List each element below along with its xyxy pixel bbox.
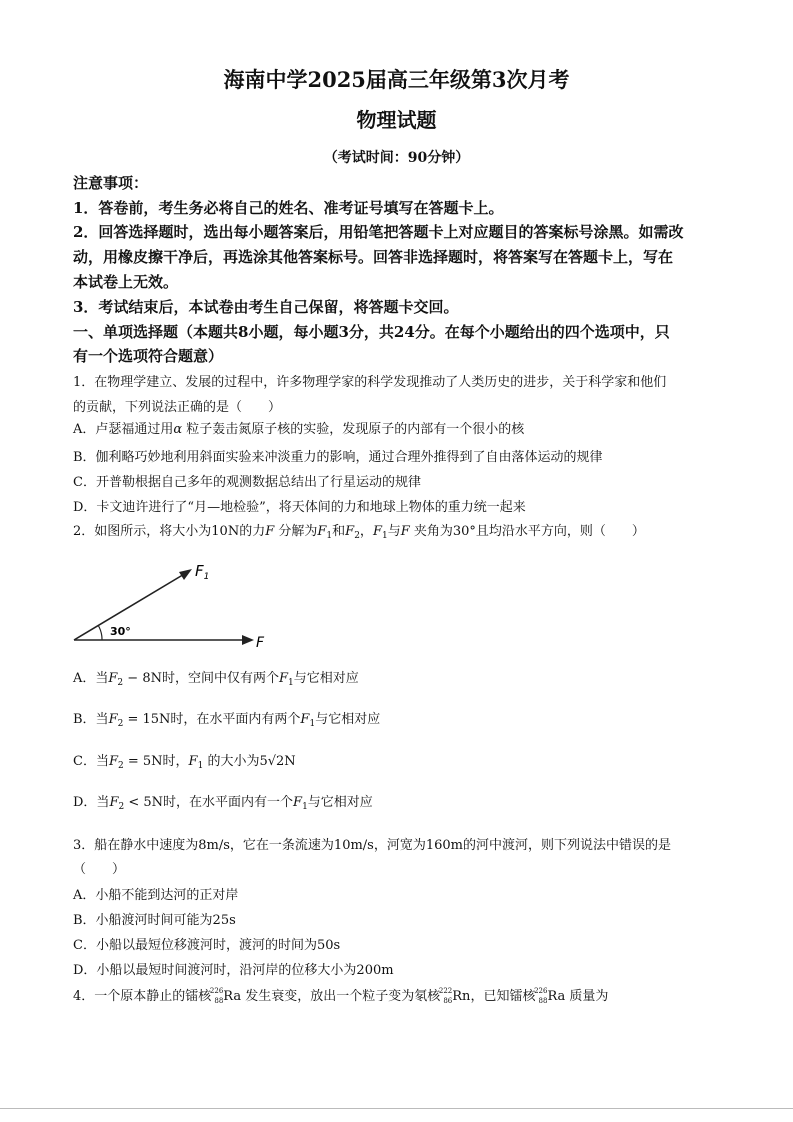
notice-item-2-line-1: 2．回答选择题时，选出每小题答案后，用铅笔把答题卡上对应题目的答案标号涂黑。如需改	[73, 223, 684, 241]
q2-option-a: A．当$F_2 - 8N$时，空间中仅有两个$F_1$与它相对应	[73, 671, 359, 688]
q2-stem: 2．如图所示，将大小为10N的力F 分解为$F_1$和$F_2$，$F_1$与F 夹角为30°且均沿水平方向，则（ ）	[73, 524, 645, 541]
section-1-line-2: 有一个选项符合题意）	[73, 347, 224, 365]
notice-item-1: 1．答卷前，考生务必将自己的姓名、准考证号填写在答题卡上。	[73, 199, 504, 217]
f-label: F	[256, 635, 265, 651]
q2-option-c: C．当$F_2 = 5N$时，$F_1$ 的大小为5√2N	[73, 754, 296, 771]
q1-option-d: D．卡文迪许进行了“月—地检验”，将天体间的力和地球上物体的重力统一起来	[73, 500, 526, 515]
angle-arc	[98, 625, 102, 640]
angle-label: 30°	[110, 625, 131, 638]
subject-title: 物理试题	[356, 108, 437, 132]
notice-item-2-line-3: 本试卷上无效。	[73, 273, 179, 291]
q3-stem-line-2: （ ）	[73, 862, 126, 877]
notice-item-2-line-2: 动，用橡皮擦干净后，再选涂其他答案标号。回答非选择题时，将答案写在答题卡上，写在	[73, 248, 674, 266]
ra-isotope-numbers-2: 226 88	[534, 986, 548, 1005]
q3-option-d: D．小船以最短时间渡河时，沿河岸的位移大小为200m	[73, 963, 394, 978]
q1-stem-line-1: 1．在物理学建立、发展的过程中，许多物理学家的科学发现推动了人类历史的进步，关于科学家和他们	[73, 375, 667, 390]
q1-option-a: A．卢瑟福通过用α 粒子轰击氮原子核的实验，发现原子的内部有一个很小的核	[73, 422, 525, 437]
q3-option-a: A．小船不能到达河的正对岸	[73, 888, 239, 903]
q3-stem-line-1: 3．船在静水中速度为8m/s，它在一条流速为10m/s，河宽为160m的河中渡河，则下列说法中错误的是	[73, 838, 671, 853]
force-decomposition-figure	[68, 558, 278, 653]
f1-arrowhead	[179, 569, 192, 580]
ra-isotope-numbers: 226 88	[209, 986, 224, 1005]
alpha-symbol: α	[173, 422, 183, 437]
notice-heading: 注意事项：	[73, 174, 149, 192]
q1-option-c: C．开普勒根据自己多年的观测数据总结出了行星运动的规律	[73, 475, 421, 490]
q1-option-b: B．伽利略巧妙地利用斜面实验来冲淡重力的影响，通过合理外推得到了自由落体运动的规律	[73, 450, 603, 465]
exam-title: 海南中学2025届高三年级第3次月考	[223, 67, 570, 92]
sqrt-value: 5√2N	[259, 754, 296, 769]
footer-divider	[0, 1108, 793, 1109]
notice-item-3: 3．考试结束后，本试卷由考生自己保留，将答题卡交回。	[73, 298, 459, 316]
q2-option-d: D．当$F_2 < 5N$时，在水平面内有一个$F_1$与它相对应	[73, 795, 373, 812]
q4-stem: 4．一个原本静止的镭核 226 88 Ra 发生衰变，放出一个粒子变为氡核 222 86 Rn，已知镭核 226 88 Ra 质量为	[73, 986, 609, 1005]
f-arrowhead	[242, 635, 254, 645]
rn-isotope-numbers: 222 86	[438, 986, 453, 1005]
q3-option-b: B．小船渡河时间可能为25s	[73, 913, 236, 928]
q2-option-b: B．当$F_2 = 15N$时，在水平面内有两个$F_1$与它相对应	[73, 712, 381, 729]
section-1-line-1: 一、单项选择题（本题共8小题，每小题3分，共24分。在每个小题给出的四个选项中，只	[73, 323, 670, 341]
q3-option-c: C．小船以最短位移渡河时，渡河的时间为50s	[73, 938, 341, 953]
exam-time: （考试时间：90分钟）	[323, 150, 470, 166]
q1-stem-line-2: 的贡献，下列说法正确的是（ ）	[73, 400, 282, 415]
f1-label: $F_1$	[195, 562, 210, 582]
